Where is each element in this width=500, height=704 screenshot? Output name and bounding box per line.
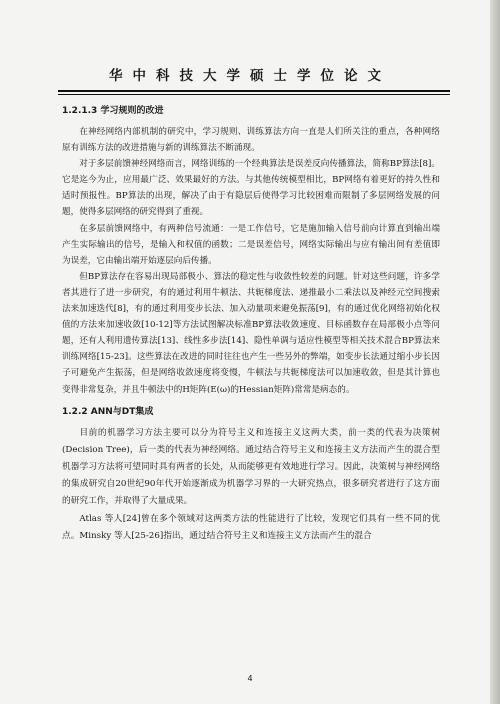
header-rule-thick bbox=[58, 90, 450, 92]
paragraph: 目前的机器学习方法主要可以分为符号主义和连接主义这两大类，前一类的代表为决策树(Decision Tree)，后一类的代表为神经网络。通过结合符号主义和连接主义方法而产生的混合型机器学习方法将可望同时具有两者的长处，从而能够更有效地进行学习。因此，决策树与神经网络的集成研究自20世纪90年代开始逐渐成为机器学习界的一大研究热点，很多研究者进行了这方面的研究工作，并取得了大量成果。 bbox=[62, 427, 440, 507]
paragraph: 在多层前馈网络中，有两种信号流通：一是工作信号，它是施加输入信号前向计算直到输出端产生实际输出的信号，是输入和权值的函数；二是误差信号，网络实际输出与应有输出间有差值即为误差，它由输出端开始逐层向后传播。 bbox=[62, 223, 440, 266]
thesis-header-title: 华中科技大学硕士学位论文 bbox=[109, 68, 391, 84]
paragraph: 在神经网络内部机制的研究中，学习规则、训练算法方向一直是人们所关注的重点，各种网络原有训练方法的改进措施与新的训练算法不断涌现。 bbox=[62, 127, 440, 154]
page-number: 4 bbox=[247, 674, 253, 683]
body-content bbox=[62, 104, 440, 545]
paragraph: Atlas 等人[24]曾在多个领域对这两类方法的性能进行了比较，发现它们具有一些不同的优点。Minsky 等人[25-26]指出，通过结合符号主义和连接主义方法而产生的混合 bbox=[62, 513, 440, 541]
header-rule-thin bbox=[58, 94, 450, 95]
section-heading-1-2-2: 1.2.2 ANN与DT集成 bbox=[62, 406, 154, 417]
section-heading-1-2-1-3: 1.2.1.3 学习规则的改进 bbox=[62, 106, 164, 116]
paragraph: 但BP算法存在容易出现局部极小、算法的稳定性与收敛性较差的问题。针对这些问题，许多学者其进行了进一步研究，有的通过利用牛顿法、共轭梯度法、递推最小二乘法以及神经元空间搜索法来加速迭代[8]，有的通过利用变步长法、加入动量项来避免振荡[9]，有的通过优化网络初始化权值的方法来加速收敛[10-12]等方法试图解决标准BP算法收敛速度、目标函数存在局部极小点等问题，还有人利用遗传算法[13]、线性多步法[14]、隐性单调与适应性模型等相关技术混合BP算法来训练网络[15-23]。这些算法在改进的同时往往也产生一些另外的弊端，如变步长法通过缩小步长因子可避免产生振荡，但是网络收敛速度将变慢，牛顿法与共轭梯度法可以加速收敛，但是其计算也变得非常复杂，并且牛顿法中的H矩阵(E(ω)的Hessian矩阵)常常是病态的。 bbox=[62, 271, 440, 395]
paragraph: 对于多层前馈神经网络而言，网络训练的一个经典算法是误差反向传播算法，简称BP算法[8]。它是迄今为止，应用最广泛、效果最好的方法。与其他传统模型相比，BP网络有着更好的持久性和适时预报性。BP算法的出现，解决了由于有隐层后使得学习比较困难而限制了多层网络发展的问题，使得多层网络的研究得到了重视。 bbox=[62, 159, 440, 218]
scan-edge-shadow bbox=[490, 0, 500, 704]
